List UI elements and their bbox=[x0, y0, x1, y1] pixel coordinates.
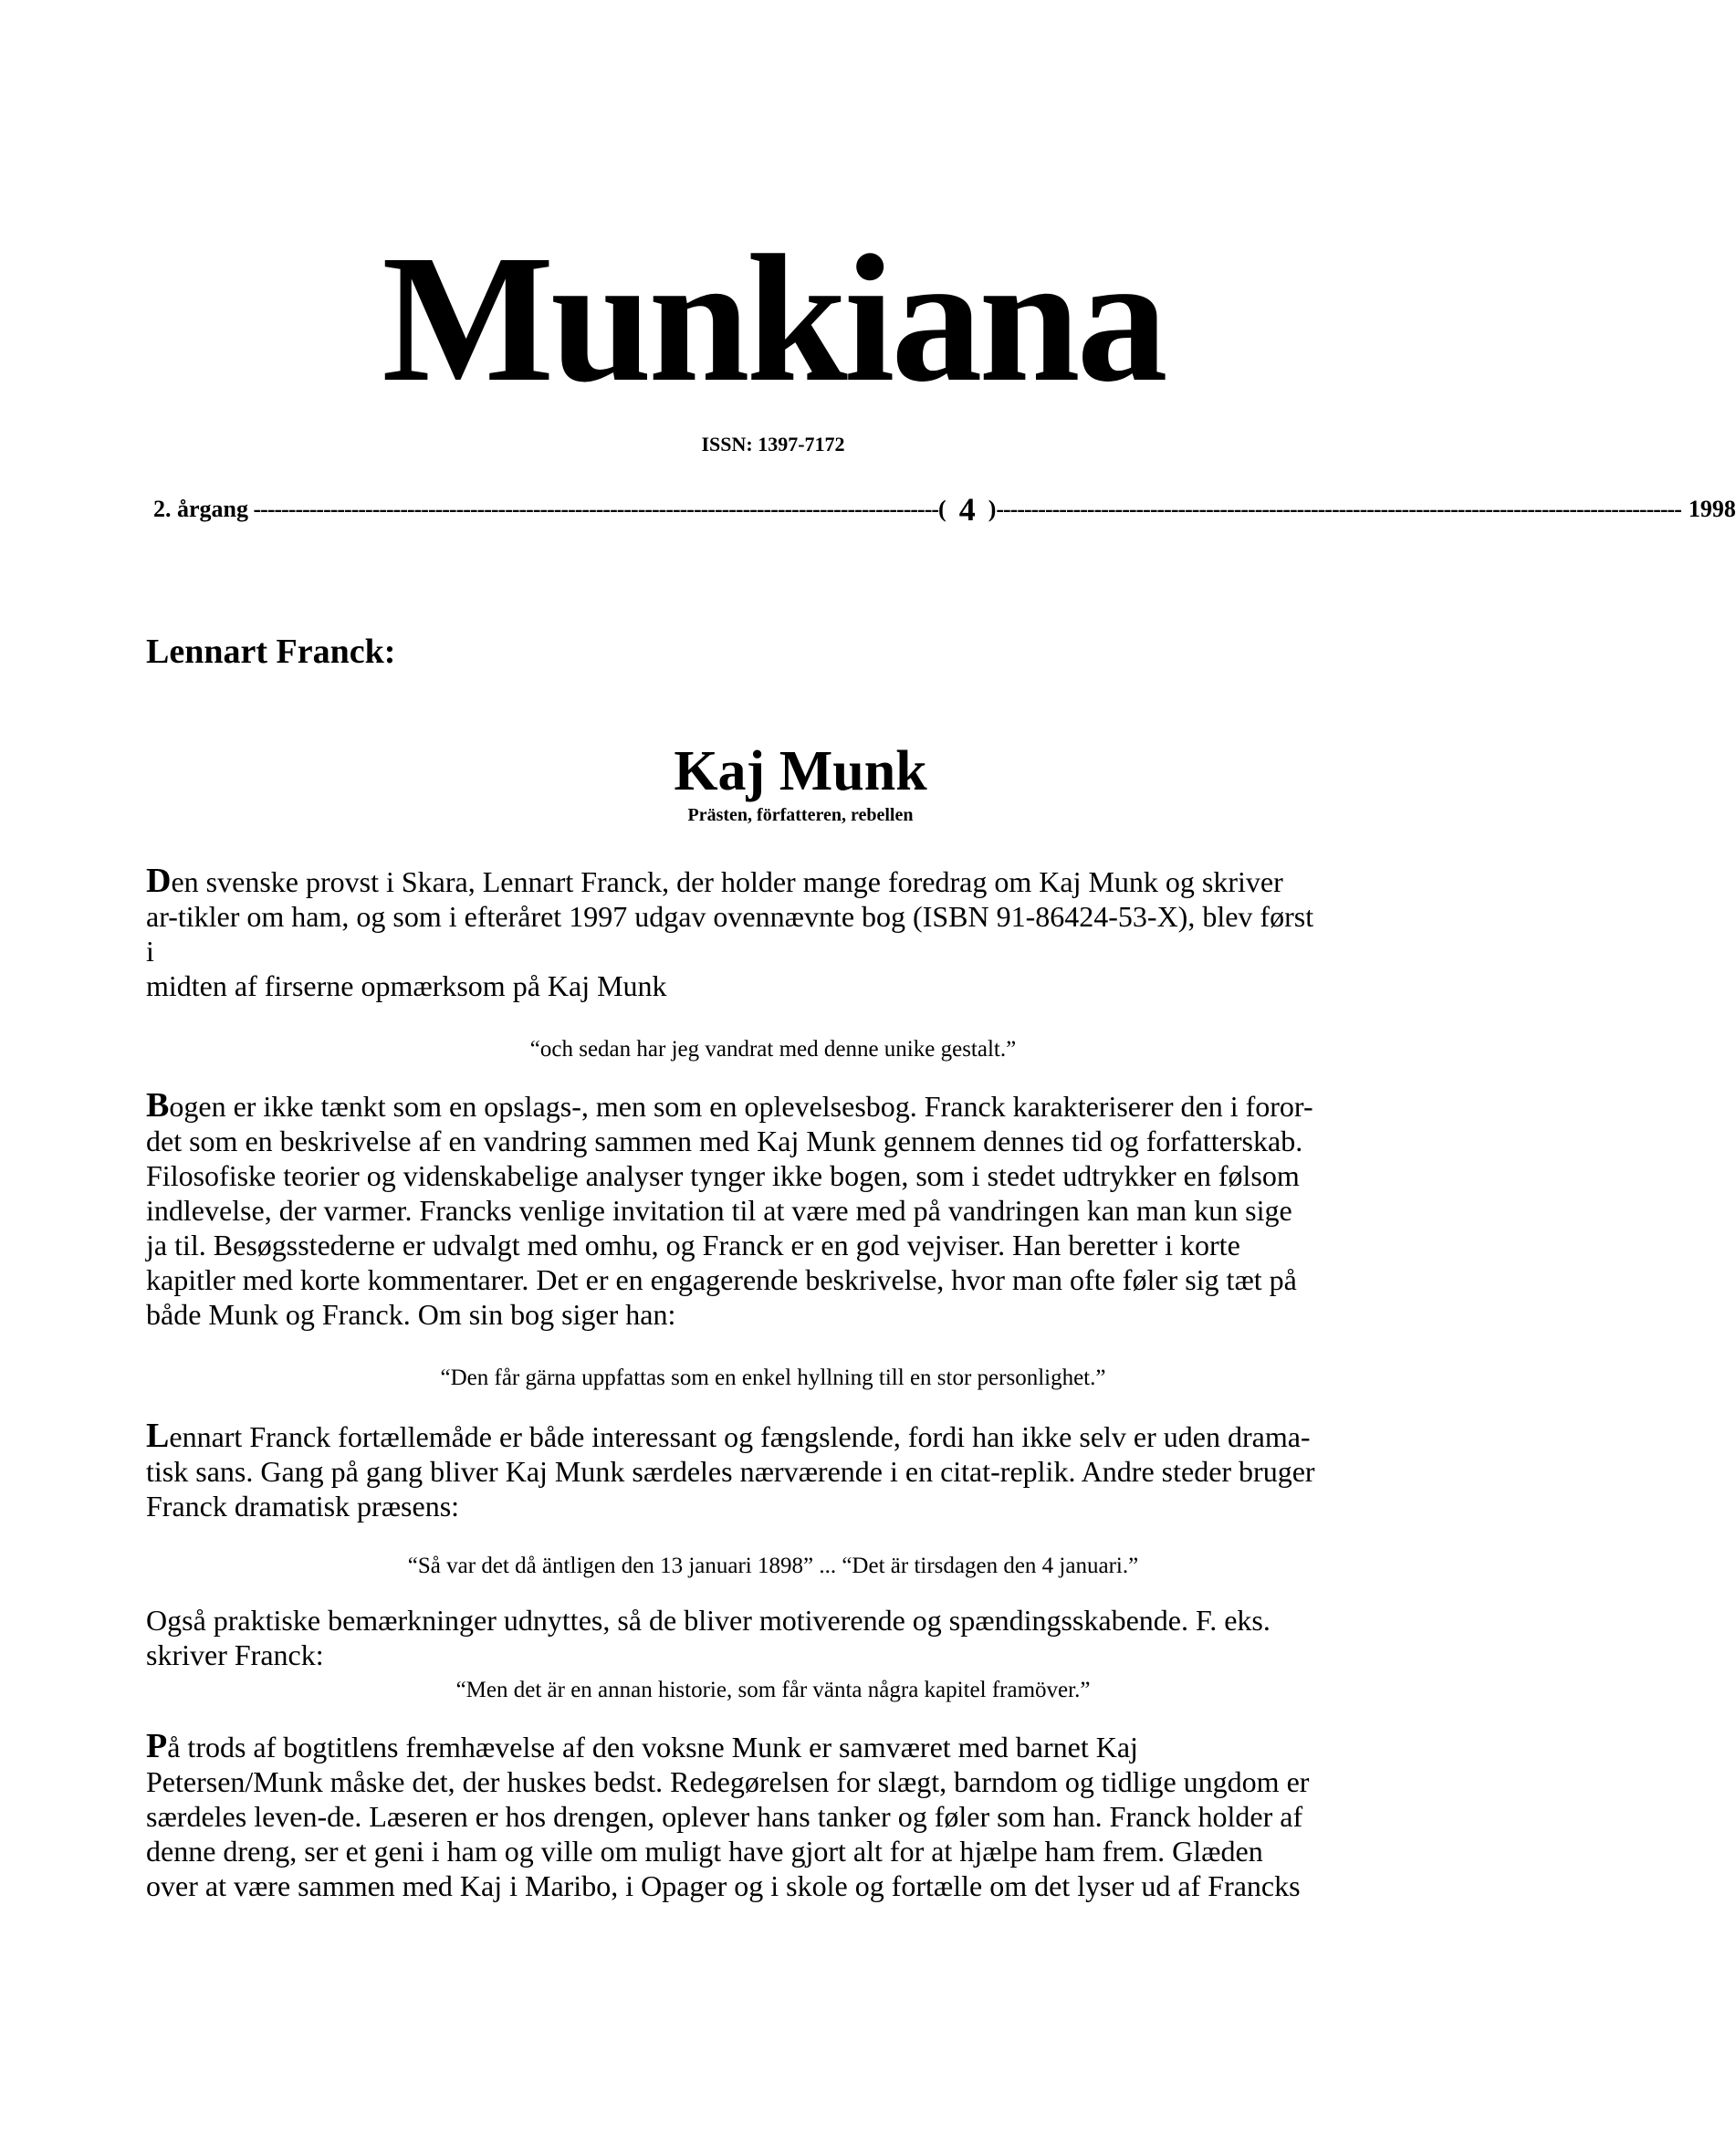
paragraph-line: Franck dramatisk præsens: bbox=[146, 1490, 460, 1523]
paragraph-line: det som en beskrivelse af en vandring sammen med Kaj Munk gennem dennes tid og forfatterskab. bbox=[146, 1125, 1303, 1157]
paragraph-line: både Munk og Franck. Om sin bog siger han: bbox=[146, 1298, 676, 1331]
drop-cap: P bbox=[146, 1727, 168, 1765]
paren-close: ) bbox=[988, 496, 997, 522]
masthead-title: Munkiana bbox=[382, 218, 1165, 420]
paragraph-line: særdeles leven-de. Læseren er hos drengen, oplever hans tanker og føler som han. Franck holder af bbox=[146, 1800, 1303, 1833]
article-title: Kaj Munk bbox=[674, 740, 927, 802]
paragraph-line: Bogen er ikke tænkt som en opslags-, men som en oplevelsesbog. Franck karakteriserer den i foror- bbox=[146, 1086, 1313, 1125]
paragraph-line: Lennart Franck fortællemåde er både interessant og fængslende, fordi han ikke selv er uden drama- bbox=[146, 1417, 1311, 1455]
paragraph-line: Petersen/Munk måske det, der huskes bedst. Redegørelsen for slægt, barndom og tidlige ungdom er bbox=[146, 1765, 1310, 1798]
drop-cap: D bbox=[146, 862, 172, 900]
paragraph-line: midten af firserne opmærksom på Kaj Munk bbox=[146, 969, 667, 1002]
paragraph-3 bbox=[146, 1418, 1378, 1523]
paren-open: ( bbox=[938, 496, 946, 522]
paragraph-line: skriver Franck: bbox=[146, 1638, 324, 1671]
drop-cap: L bbox=[146, 1417, 170, 1455]
paragraph-line: tisk sans. Gang på gang bliver Kaj Munk særdeles nærværende i en citat-replik. Andre steder bruger bbox=[146, 1455, 1315, 1488]
paragraph-line: På trods af bogtitlens fremhævelse af den voksne Munk er samværet med barnet Kaj bbox=[146, 1727, 1138, 1765]
paragraph-line: i bbox=[146, 935, 154, 968]
paragraph-line: Også praktiske bemærkninger udnyttes, så de bliver motiverende og spændingsskabende. F. eks. bbox=[146, 1604, 1271, 1637]
quote-2: “Den får gärna uppfattas som en enkel hyllning till en stor personlighet.” bbox=[440, 1366, 1106, 1390]
article-subtitle: Prästen, författeren, rebellen bbox=[687, 805, 914, 825]
drop-cap: B bbox=[146, 1086, 170, 1125]
paragraph-line: Den svenske provst i Skara, Lennart Franck, der holder mange foredrag om Kaj Munk og skriver bbox=[146, 862, 1283, 900]
quote-3: “Så var det då äntligen den 13 januari 1898” ... “Det är tirsdagen den 4 januari.” bbox=[407, 1554, 1139, 1578]
paragraph-5 bbox=[146, 1729, 1378, 1903]
paragraph-line: denne dreng, ser et geni i ham og ville om muligt have gjort alt for at hjælpe ham frem. Glæden bbox=[146, 1835, 1263, 1868]
paragraph-line: over at være sammen med Kaj i Maribo, i Opager og i skole og fortælle om det lyser ud af Francks bbox=[146, 1869, 1301, 1902]
paragraph-line: Filosofiske teorier og videnskabelige analyser tynger ikke bogen, som i stedet udtrykker en følsom bbox=[146, 1159, 1300, 1192]
paragraph-line: ja til. Besøgsstederne er udvalgt med omhu, og Franck er en god vejviser. Han beretter i korte bbox=[146, 1229, 1240, 1261]
paragraph-1 bbox=[146, 863, 1378, 1003]
dash-rule-right: -------------------------------------------------------------------------------------------------- bbox=[996, 496, 1681, 522]
quote-1: “och sedan har jeg vandrat med denne unike gestalt.” bbox=[529, 1037, 1017, 1062]
article-author: Lennart Franck: bbox=[146, 633, 396, 671]
paragraph-2 bbox=[146, 1088, 1378, 1332]
dash-rule-left: -------------------------------------------------------------------------------------------------- bbox=[248, 496, 939, 522]
paragraph-line: kapitler med korte kommentarer. Det er en engagerende beskrivelse, hvor man ofte føler sig tæt på bbox=[146, 1263, 1297, 1296]
paragraph-line: ar-tikler om ham, og som i efteråret 1997 udgav ovennævnte bog (ISBN 91-86424-53-X), blev først bbox=[146, 900, 1314, 933]
issue-line bbox=[153, 491, 1736, 528]
issue-number: 4 bbox=[958, 491, 976, 528]
quote-4: “Men det är en annan historie, som får vänta några kapitel framöver.” bbox=[455, 1678, 1091, 1702]
paragraph-4 bbox=[146, 1603, 1378, 1672]
volume: 2. årgang bbox=[153, 496, 248, 522]
issn: ISSN: 1397-7172 bbox=[701, 433, 845, 455]
year: 1998 bbox=[1688, 496, 1736, 522]
paragraph-line: indlevelse, der varmer. Francks venlige invitation til at være med på vandringen kan man kun sige bbox=[146, 1194, 1292, 1227]
